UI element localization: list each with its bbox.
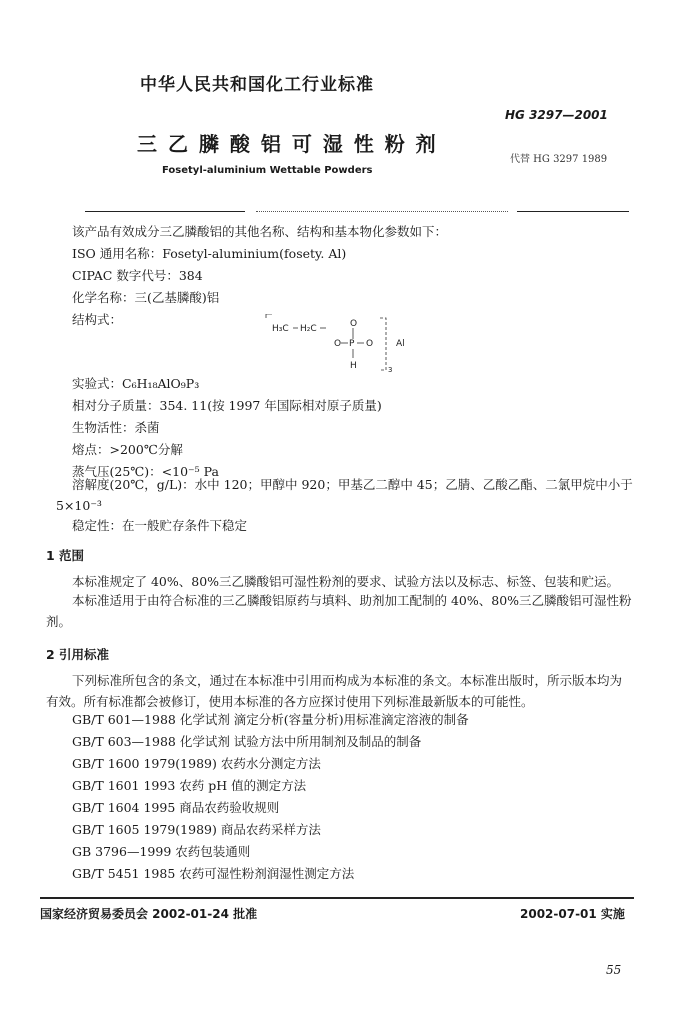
document-title: 三 乙 膦 酸 铝 可 湿 性 粉 剂 (137, 132, 438, 156)
section-1-para-1: 本标准规定了 40%、80%三乙膦酸铝可湿性粉剂的要求、试验方法以及标志、标签、包装和贮运。 (72, 574, 620, 589)
reference-item: GB/T 1601 1993 农药 pH 值的测定方法 (72, 778, 307, 793)
replaces-note: 代替 HG 3297 1989 (510, 154, 608, 165)
section-1-para-2: 本标准适用于由符合标准的三乙膦酸铝原药与填料、助剂加工配制的 40%、80%三乙膦酸铝可湿性粉剂。 (46, 593, 632, 629)
formula-bracket-left (266, 314, 272, 318)
chemical-name: 化学名称：三(乙基膦酸)铝 (72, 290, 220, 305)
header-rule-dots (256, 211, 508, 212)
standard-code: HG 3297—2001 (505, 108, 608, 122)
formula-bracket-right (380, 318, 386, 370)
reference-item: GB/T 1605 1979(1989) 商品农药采样方法 (72, 822, 321, 837)
section-1-heading: 1 范围 (46, 548, 85, 563)
structure-label: 结构式： (72, 312, 123, 327)
effective-date: 2002-07-01 实施 (520, 907, 625, 921)
approval-date: 国家经济贸易委员会 2002-01-24 批准 (40, 907, 258, 921)
section-2-heading: 2 引用标准 (46, 647, 110, 662)
formula-h: H (350, 361, 357, 371)
english-title: Fosetyl-aluminium Wettable Powders (162, 165, 373, 176)
iso-name: ISO 通用名称：Fosetyl-aluminium(fosety. Al) (72, 246, 347, 261)
molecular-mass: 相对分子质量：354. 11(按 1997 年国际相对原子质量) (72, 398, 382, 413)
melting-point: 熔点：>200℃分解 (72, 442, 183, 457)
cipac-code: CIPAC 数字代号：384 (72, 268, 203, 283)
section-2-para-1: 下列标准所包含的条文，通过在本标准中引用而构成为本标准的条文。本标准出版时，所示版本均为有效。所有标准都会被修订，使用本标准的各方应探讨使用下列标准最新版本的可能性。 (46, 673, 623, 709)
empirical-formula: 实验式：C₆H₁₈AlO₉P₃ (72, 376, 200, 391)
formula-h3c: H₃C (272, 324, 289, 334)
formula-o-top: O (350, 319, 358, 329)
formula-p: P (349, 339, 355, 349)
formula-h2c: H₂C (300, 324, 317, 334)
structural-formula (262, 314, 412, 374)
formula-o-right: O (366, 339, 374, 349)
reference-item: GB 3796—1999 农药包装通则 (72, 844, 251, 859)
footer-rule (40, 897, 634, 899)
formula-subscript: 3 (388, 366, 393, 374)
industry-standard-title: 中华人民共和国化工行业标准 (140, 75, 374, 95)
vapor-pressure: 蒸气压(25℃)：<10⁻⁵ Pa (72, 464, 219, 479)
formula-al: Al (396, 339, 405, 349)
reference-item: GB/T 1600 1979(1989) 农药水分测定方法 (72, 756, 321, 771)
reference-item: GB/T 1604 1995 商品农药验收规则 (72, 800, 280, 815)
formula-o-left: O (334, 339, 342, 349)
stability: 稳定性：在一般贮存条件下稳定 (72, 518, 248, 533)
reference-item: GB/T 603—1988 化学试剂 试验方法中所用制剂及制品的制备 (72, 734, 422, 749)
intro-lead: 该产品有效成分三乙膦酸铝的其他名称、结构和基本物化参数如下： (72, 224, 448, 239)
header-rule-right (517, 211, 629, 212)
header-rule-left (85, 211, 245, 212)
biological-activity: 生物活性：杀菌 (72, 420, 160, 435)
solubility: 溶解度(20℃，g/L)：水中 120；甲醇中 920；甲基乙二醇中 45；乙腈、乙酸乙酯、二氯甲烷中小于 5×10⁻³ (56, 477, 633, 513)
page-number: 55 (606, 963, 622, 977)
reference-list (72, 712, 469, 888)
reference-item: GB/T 601—1988 化学试剂 滴定分析(容量分析)用标准滴定溶液的制备 (72, 712, 469, 727)
reference-item: GB/T 5451 1985 农药可湿性粉剂润湿性测定方法 (72, 866, 355, 881)
